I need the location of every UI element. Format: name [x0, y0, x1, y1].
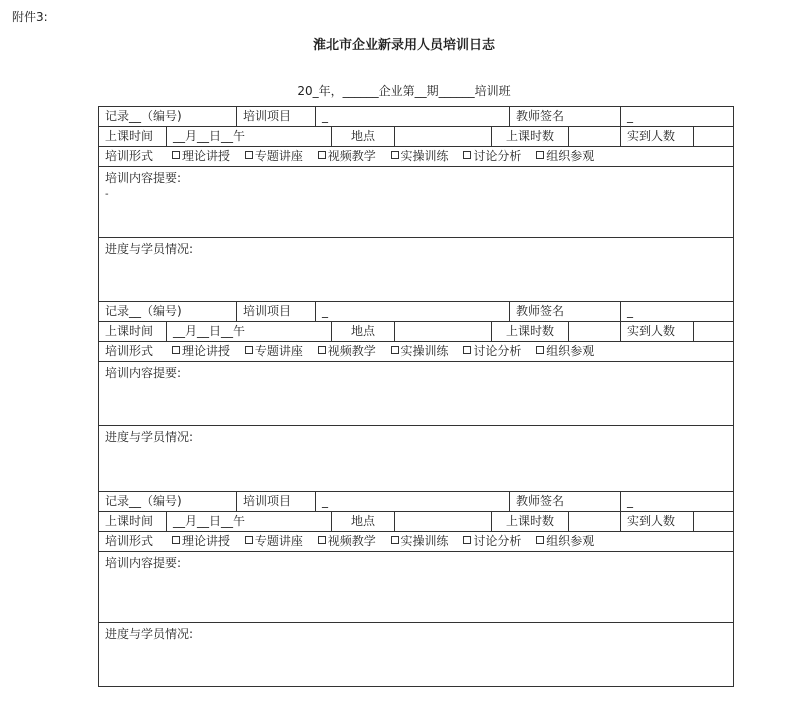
date-field[interactable]: __月__日__午 [166, 127, 331, 146]
format-row [99, 532, 733, 552]
content-area[interactable] [99, 167, 733, 238]
format-option[interactable]: 视频教学 [318, 149, 376, 163]
format-option[interactable]: 讨论分析 [463, 344, 521, 358]
checkbox-icon [463, 151, 471, 159]
checkbox-icon [245, 536, 253, 544]
date-field[interactable]: __月__日__午 [166, 512, 331, 531]
format-options [166, 342, 733, 361]
format-option[interactable]: 讨论分析 [463, 149, 521, 163]
format-option[interactable]: 理论讲授 [172, 534, 230, 548]
checkbox-icon [172, 346, 180, 354]
checkbox-icon [463, 536, 471, 544]
progress-label: 进度与学员情况: [105, 430, 194, 444]
location-label: 地点 [331, 322, 394, 341]
format-option[interactable]: 专题讲座 [245, 149, 303, 163]
format-option[interactable]: 视频教学 [318, 534, 376, 548]
checkbox-icon [318, 346, 326, 354]
format-label: 培训形式 [105, 149, 154, 163]
time-label: 上课时间 [105, 129, 154, 143]
format-option[interactable]: 视频教学 [318, 344, 376, 358]
teacher-value[interactable]: _ [620, 107, 733, 126]
teacher-value[interactable]: _ [620, 302, 733, 321]
content-label: 培训内容提要: [105, 556, 182, 570]
location-value[interactable] [394, 322, 491, 341]
attachment-label: 附件3: [12, 10, 48, 24]
hours-label: 上课时数 [491, 322, 568, 341]
page-subtitle: 20_年，______企业第__期______培训班 [297, 84, 511, 98]
teacher-label: 教师签名 [509, 492, 620, 511]
format-option[interactable]: 实操训练 [391, 149, 449, 163]
project-value[interactable]: _ [315, 492, 509, 511]
progress-area[interactable] [99, 623, 733, 690]
project-value[interactable]: _ [315, 107, 509, 126]
progress-label: 进度与学员情况: [105, 627, 194, 641]
page-title: 淮北市企业新录用人员培训日志 [312, 38, 495, 53]
format-options [166, 532, 733, 551]
format-option[interactable]: 组织参观 [536, 149, 594, 163]
date-field[interactable]: __月__日__午 [166, 322, 331, 341]
project-label: 培训项目 [236, 107, 315, 126]
format-option[interactable]: 组织参观 [536, 344, 594, 358]
checkbox-icon [391, 151, 399, 159]
record-label: 记录__（编号) [105, 304, 182, 318]
hours-value[interactable] [568, 322, 620, 341]
format-label: 培训形式 [105, 344, 154, 358]
format-options [166, 147, 733, 166]
progress-label: 进度与学员情况: [105, 242, 194, 256]
attendance-label: 实到人数 [620, 322, 693, 341]
log-block-2 [99, 302, 733, 492]
time-row [99, 512, 733, 532]
project-label: 培训项目 [236, 492, 315, 511]
training-log-table [98, 106, 734, 687]
hours-value[interactable] [568, 512, 620, 531]
format-option[interactable]: 讨论分析 [463, 534, 521, 548]
time-row [99, 127, 733, 147]
time-row [99, 322, 733, 342]
checkbox-icon [318, 536, 326, 544]
content-mark: - [105, 189, 109, 200]
log-block-3 [99, 492, 733, 690]
content-area[interactable] [99, 552, 733, 623]
record-row [99, 492, 733, 512]
checkbox-icon [172, 151, 180, 159]
teacher-label: 教师签名 [509, 107, 620, 126]
format-option[interactable]: 实操训练 [391, 534, 449, 548]
format-option[interactable]: 理论讲授 [172, 149, 230, 163]
format-row [99, 147, 733, 167]
content-label: 培训内容提要: [105, 171, 182, 185]
checkbox-icon [172, 536, 180, 544]
location-label: 地点 [331, 512, 394, 531]
format-row [99, 342, 733, 362]
format-option[interactable]: 专题讲座 [245, 344, 303, 358]
attendance-value[interactable] [693, 512, 733, 531]
checkbox-icon [318, 151, 326, 159]
teacher-value[interactable]: _ [620, 492, 733, 511]
attendance-value[interactable] [693, 322, 733, 341]
checkbox-icon [245, 151, 253, 159]
record-row [99, 302, 733, 322]
checkbox-icon [463, 346, 471, 354]
log-block-1 [99, 107, 733, 302]
hours-label: 上课时数 [491, 512, 568, 531]
time-label: 上课时间 [105, 324, 154, 338]
checkbox-icon [391, 536, 399, 544]
record-label: 记录__（编号) [105, 494, 182, 508]
location-value[interactable] [394, 512, 491, 531]
progress-area[interactable] [99, 238, 733, 302]
location-label: 地点 [331, 127, 394, 146]
record-label: 记录__（编号) [105, 109, 182, 123]
checkbox-icon [536, 151, 544, 159]
teacher-label: 教师签名 [509, 302, 620, 321]
checkbox-icon [245, 346, 253, 354]
time-label: 上课时间 [105, 514, 154, 528]
project-value[interactable]: _ [315, 302, 509, 321]
project-label: 培训项目 [236, 302, 315, 321]
format-label: 培训形式 [105, 534, 154, 548]
format-option[interactable]: 专题讲座 [245, 534, 303, 548]
location-value[interactable] [394, 127, 491, 146]
format-option[interactable]: 理论讲授 [172, 344, 230, 358]
progress-area[interactable] [99, 426, 733, 492]
checkbox-icon [536, 346, 544, 354]
record-row [99, 107, 733, 127]
format-option[interactable]: 组织参观 [536, 534, 594, 548]
attendance-label: 实到人数 [620, 127, 693, 146]
content-area[interactable] [99, 362, 733, 426]
hours-value[interactable] [568, 127, 620, 146]
checkbox-icon [391, 346, 399, 354]
hours-label: 上课时数 [491, 127, 568, 146]
checkbox-icon [536, 536, 544, 544]
format-option[interactable]: 实操训练 [391, 344, 449, 358]
attendance-label: 实到人数 [620, 512, 693, 531]
content-label: 培训内容提要: [105, 366, 182, 380]
attendance-value[interactable] [693, 127, 733, 146]
